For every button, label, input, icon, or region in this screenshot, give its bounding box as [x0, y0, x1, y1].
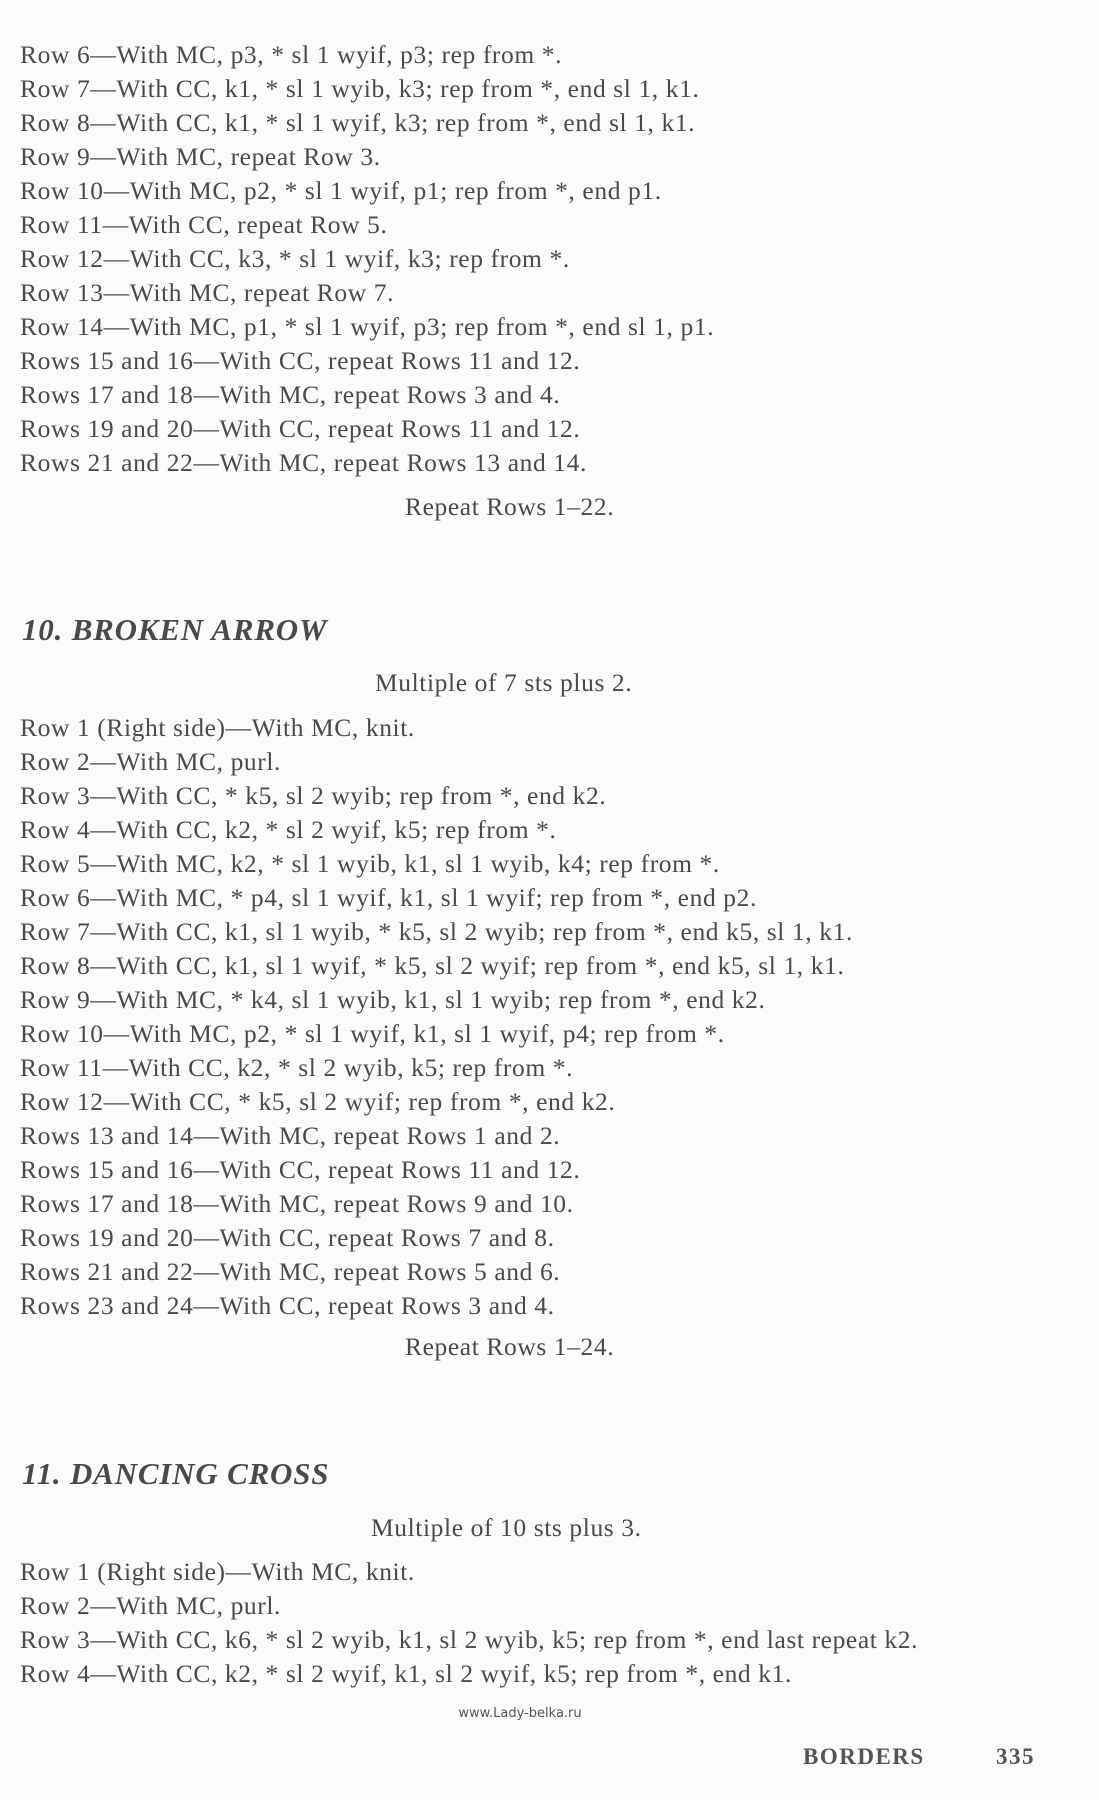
- instruction-row: Row 2—With MC, purl.: [20, 1591, 282, 1620]
- website-watermark: www.Lady-belka.ru: [458, 1706, 582, 1721]
- pattern-instructions: [20, 711, 1080, 1323]
- instruction-row: Row 3—With CC, k6, * sl 2 wyib, k1, sl 2 wyib, k5; rep from *, end last repeat k2.: [20, 1625, 919, 1654]
- instruction-row: Row 6—With MC, p3, * sl 1 wyif, p3; rep from *.: [20, 40, 563, 69]
- instruction-row: Rows 21 and 22—With MC, repeat Rows 13 and 14.: [20, 448, 587, 477]
- instruction-row: Row 8—With CC, k1, sl 1 wyif, * k5, sl 2 wyif; rep from *, end k5, sl 1, k1.: [20, 951, 845, 980]
- instruction-row: Row 6—With MC, * p4, sl 1 wyif, k1, sl 1 wyif; rep from *, end p2.: [20, 883, 757, 912]
- instruction-row: Row 1 (Right side)—With MC, knit.: [20, 713, 415, 742]
- instruction-row: Row 5—With MC, k2, * sl 1 wyib, k1, sl 1 wyib, k4; rep from *.: [20, 849, 720, 878]
- running-footer-section: BORDERS: [803, 1744, 925, 1769]
- continued-instructions: [20, 38, 1080, 480]
- instruction-row: Row 11—With CC, k2, * sl 2 wyib, k5; rep from *.: [20, 1053, 574, 1082]
- repeat-note: Repeat Rows 1–24.: [405, 1332, 615, 1361]
- instruction-row: Row 7—With CC, k1, sl 1 wyib, * k5, sl 2 wyib; rep from *, end k5, sl 1, k1.: [20, 917, 853, 946]
- instruction-row: Row 9—With MC, repeat Row 3.: [20, 142, 381, 171]
- instruction-row: Rows 17 and 18—With MC, repeat Rows 3 and 4.: [20, 380, 561, 409]
- instruction-row: Row 4—With CC, k2, * sl 2 wyif, k1, sl 2 wyif, k5; rep from *, end k1.: [20, 1659, 792, 1688]
- instruction-row: Row 12—With CC, * k5, sl 2 wyif; rep from *, end k2.: [20, 1087, 616, 1116]
- instruction-row: Rows 21 and 22—With MC, repeat Rows 5 and 6.: [20, 1257, 561, 1286]
- instruction-row: Row 2—With MC, purl.: [20, 747, 282, 776]
- stitch-multiple: Multiple of 7 sts plus 2.: [375, 668, 633, 697]
- page-number: 335: [996, 1744, 1035, 1769]
- instruction-row: Row 3—With CC, * k5, sl 2 wyib; rep from *, end k2.: [20, 781, 607, 810]
- instruction-row: Row 9—With MC, * k4, sl 1 wyib, k1, sl 1 wyib; rep from *, end k2.: [20, 985, 766, 1014]
- instruction-row: Rows 19 and 20—With CC, repeat Rows 7 and 8.: [20, 1223, 555, 1252]
- instruction-row: Row 11—With CC, repeat Row 5.: [20, 210, 388, 239]
- instruction-row: Row 12—With CC, k3, * sl 1 wyif, k3; rep from *.: [20, 244, 570, 273]
- pattern-instructions: [20, 1555, 1080, 1691]
- instruction-row: Rows 23 and 24—With CC, repeat Rows 3 and 4.: [20, 1291, 555, 1320]
- instruction-row: Row 1 (Right side)—With MC, knit.: [20, 1557, 415, 1586]
- stitch-multiple: Multiple of 10 sts plus 3.: [371, 1513, 642, 1542]
- instruction-row: Rows 19 and 20—With CC, repeat Rows 11 and 12.: [20, 414, 581, 443]
- instruction-row: Rows 17 and 18—With MC, repeat Rows 9 and 10.: [20, 1189, 574, 1218]
- instruction-row: Row 4—With CC, k2, * sl 2 wyif, k5; rep from *.: [20, 815, 557, 844]
- pattern-title: 10. BROKEN ARROW: [22, 612, 328, 647]
- instruction-row: Row 8—With CC, k1, * sl 1 wyif, k3; rep from *, end sl 1, k1.: [20, 108, 696, 137]
- instruction-row: Row 10—With MC, p2, * sl 1 wyif, p1; rep from *, end p1.: [20, 176, 662, 205]
- instruction-row: Row 10—With MC, p2, * sl 1 wyif, k1, sl 1 wyif, p4; rep from *.: [20, 1019, 725, 1048]
- instruction-row: Rows 15 and 16—With CC, repeat Rows 11 and 12.: [20, 1155, 581, 1184]
- pattern-title: 11. DANCING CROSS: [22, 1456, 330, 1491]
- repeat-note: Repeat Rows 1–22.: [405, 492, 615, 521]
- instruction-row: Row 7—With CC, k1, * sl 1 wyib, k3; rep from *, end sl 1, k1.: [20, 74, 700, 103]
- instruction-row: Row 14—With MC, p1, * sl 1 wyif, p3; rep from *, end sl 1, p1.: [20, 312, 715, 341]
- instruction-row: Rows 15 and 16—With CC, repeat Rows 11 and 12.: [20, 346, 581, 375]
- instruction-row: Rows 13 and 14—With MC, repeat Rows 1 and 2.: [20, 1121, 561, 1150]
- instruction-row: Row 13—With MC, repeat Row 7.: [20, 278, 395, 307]
